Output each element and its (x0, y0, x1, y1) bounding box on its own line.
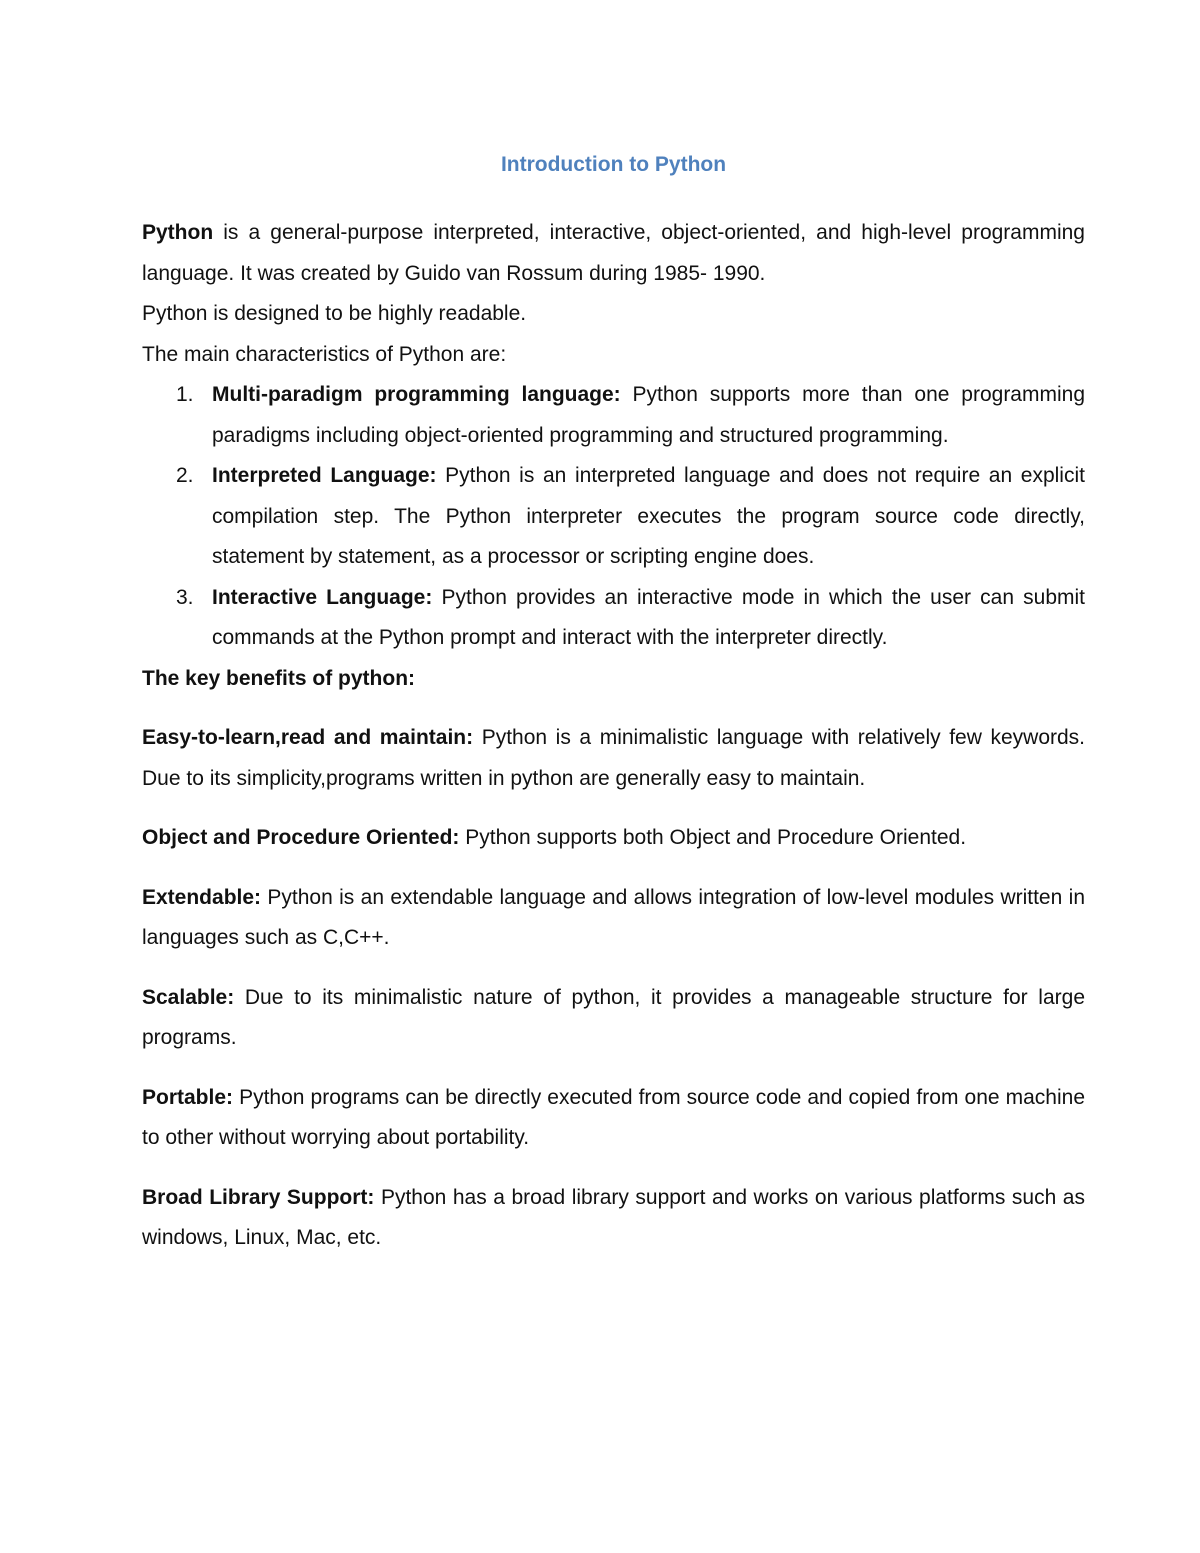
list-number: 3. (176, 585, 194, 609)
benefit-term: Broad Library Support: (142, 1185, 375, 1209)
benefit-paragraph (142, 718, 1085, 799)
benefit-paragraph (142, 978, 1085, 1059)
benefit-term: Object and Procedure Oriented: (142, 826, 460, 849)
characteristic-term: Multi-paradigm programming language: (212, 383, 621, 406)
benefit-term: Scalable: (142, 985, 235, 1009)
characteristic-item (176, 456, 1085, 578)
characteristic-text: Python is an interpreted language and does not require an explicit compilation step. The Python interpreter executes the program source code directly, statement by statement, as a processor or scripting engine does. (212, 464, 1085, 568)
intro-lead-text: is a general-purpose interpreted, interactive, object-oriented, and high-level programming language. It was created by Guido van Rossum during 1985- 1990. (142, 221, 1085, 285)
characteristic-term: Interpreted Language: (212, 464, 437, 487)
benefit-paragraph (142, 1078, 1085, 1159)
characteristic-text: Python provides an interactive mode in which the user can submit commands at the Python prompt and interact with the interpreter directly. (212, 585, 1085, 649)
readable-sentence: Python is designed to be highly readable. (142, 302, 527, 325)
benefit-text: Python programs can be directly executed from source code and copied from one machine to other without worrying about portability. (142, 1085, 1085, 1149)
characteristics-list (142, 375, 1085, 659)
benefit-paragraph (142, 878, 1085, 959)
characteristic-item (176, 578, 1085, 659)
benefits-heading: The key benefits of python: (142, 666, 416, 690)
characteristic-item (176, 375, 1085, 456)
benefit-term: Easy-to-learn,read and maintain: (142, 726, 474, 749)
benefit-text: Due to its minimalistic nature of python, it provides a manageable structure for large programs. (142, 985, 1085, 1049)
intro-paragraph (142, 213, 1085, 294)
list-number: 2. (176, 464, 194, 487)
benefit-text: Python is a minimalistic language with relatively few keywords. Due to its simplicity,programs written in python are generally easy to maintain. (142, 726, 1086, 790)
characteristic-term: Interactive Language: (212, 585, 433, 609)
benefit-text: Python supports both Object and Procedure Oriented. (459, 826, 967, 849)
benefit-paragraph (142, 818, 1085, 859)
benefit-text: Python has a broad library support and works on various platforms such as windows, Linux, Mac, etc. (142, 1185, 1085, 1249)
benefit-paragraph (142, 1178, 1085, 1259)
benefit-term: Extendable: (142, 885, 262, 909)
list-number: 1. (176, 383, 194, 406)
characteristic-text: Python supports more than one programming paradigms including object-oriented programming and structured programming. (212, 383, 1085, 447)
characteristics-heading: The main characteristics of Python are: (142, 342, 507, 366)
intro-lead-term: Python (142, 221, 214, 244)
benefit-text: Python is an extendable language and allows integration of low-level modules written in languages such as C,C++. (142, 885, 1085, 949)
benefit-term: Portable: (142, 1085, 234, 1109)
document-title: Introduction to Python (500, 153, 727, 176)
